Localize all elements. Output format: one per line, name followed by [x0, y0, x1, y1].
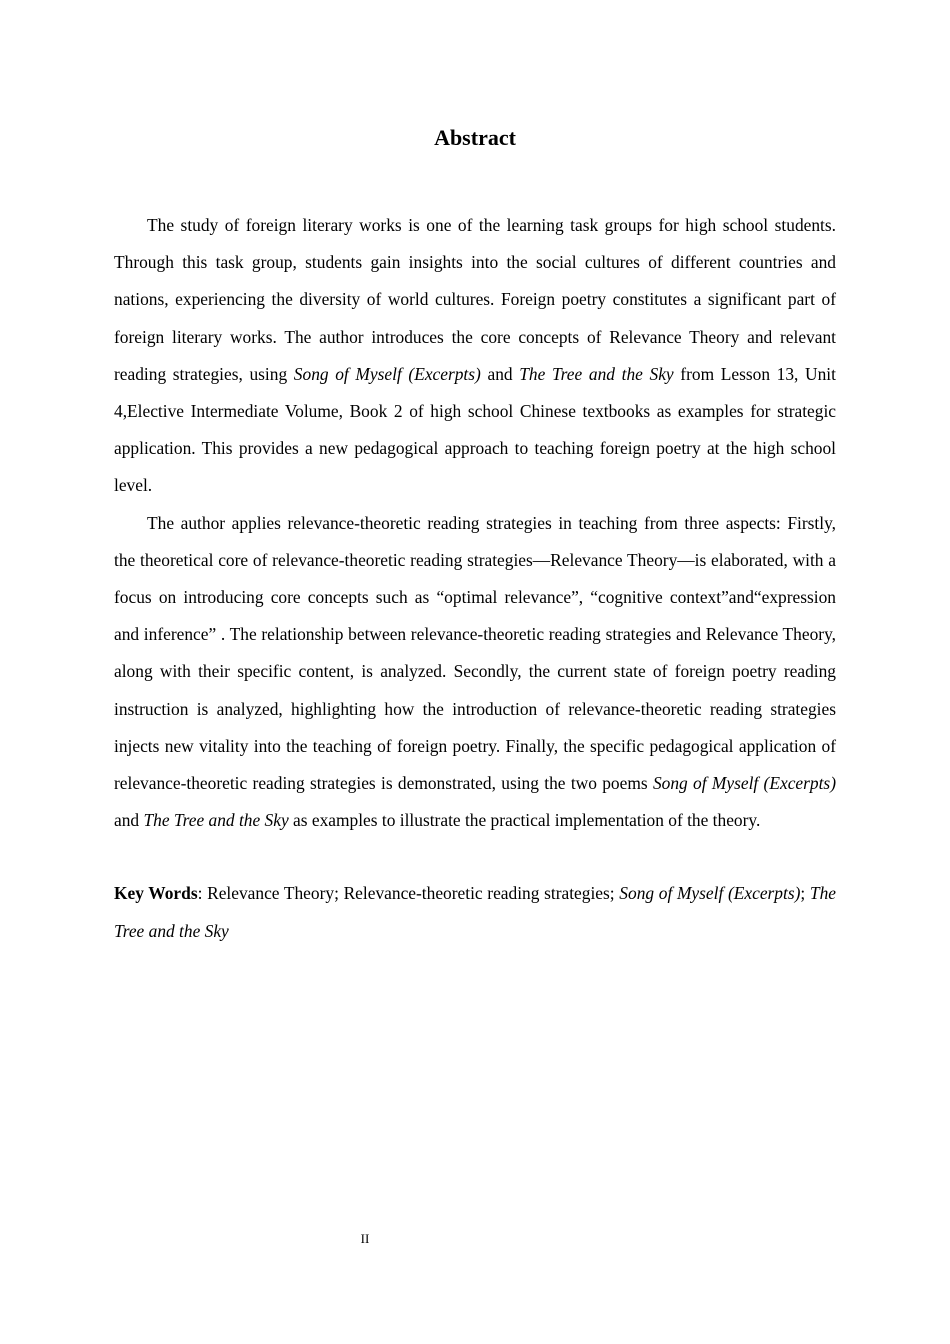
key-words-poem-title-1: Song of Myself (Excerpts): [619, 883, 801, 904]
paragraph-2-text-c: as examples to illustrate the practical implementation of the theory.: [288, 810, 761, 831]
paragraph-1-text-a: The study of foreign literary works is one of the learning task groups for high school students. Through this task group, students gain insights into the social cultures of different countries and nations, experiencing the diversity of world cultures. Foreign poetry constitutes a significant part of foreign literary works. The author introduces the core concepts of Relevance Theory and relevant reading strategies, using: [114, 215, 836, 384]
paragraph-1-text-b: and: [480, 363, 520, 384]
paragraph-2-text-a: The author applies relevance-theoretic reading strategies in teaching from three aspects: Firstly, the theoretical core of relevance-theoretic reading strategies—Relevance Theory—is elaborated, with a focus on introducing core concepts such as “optimal relevance”, “cognitive context”and“expression and inference” . The relationship between relevance-theoretic reading strategies and Relevance Theory, along with their specific content, is analyzed. Secondly, the current state of foreign poetry reading instruction is analyzed, highlighting how the introduction of relevance-theoretic reading strategies injects new vitality into the teaching of foreign poetry. Finally, the specific pedagogical application of relevance-theoretic reading strategies is demonstrated, using the two poems: [114, 512, 836, 794]
paragraph-1-poem-title-1: Song of Myself (Excerpts): [293, 363, 481, 384]
abstract-title: Abstract: [434, 125, 516, 150]
paragraph-2-text-b: and: [114, 810, 144, 831]
key-words-label: Key Words: [114, 883, 198, 904]
paragraph-2-poem-title-1: Song of Myself (Excerpts): [652, 773, 836, 794]
key-words-poem-title-2: The Tree and the Sky: [114, 883, 837, 941]
paragraph-2-poem-title-2: The Tree and the Sky: [143, 810, 289, 831]
paragraph-1-poem-title-2: The Tree and the Sky: [519, 363, 674, 384]
abstract-body: [114, 207, 836, 950]
key-words-text-a: : Relevance Theory; Relevance-theoretic reading strategies;: [197, 883, 620, 904]
page-number: II: [360, 1231, 370, 1246]
key-words-text-b: ;: [800, 883, 810, 904]
key-words: [114, 875, 836, 949]
paragraph-1-text-c: from Lesson 13, Unit 4,Elective Intermediate Volume, Book 2 of high school Chinese textbooks as examples for strategic application. This provides a new pedagogical approach to teaching foreign poetry at the high school level.: [114, 363, 836, 496]
abstract-paragraph-2: [114, 505, 836, 840]
abstract-paragraph-1: [114, 207, 836, 505]
